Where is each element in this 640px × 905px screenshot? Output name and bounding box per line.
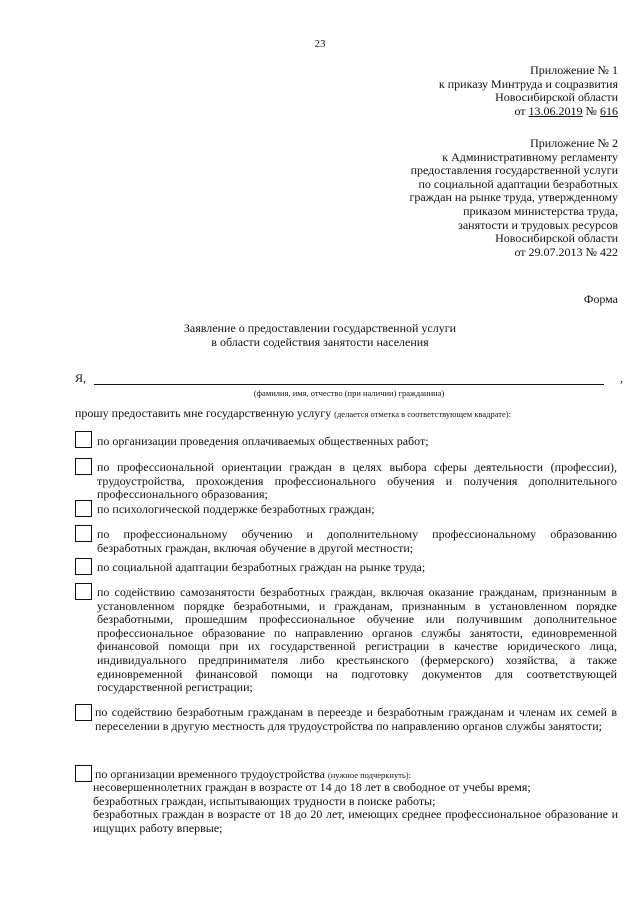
option-psychological-support: по психологической поддержке безработных граждан; (97, 502, 375, 516)
temp-employment-note: (нужное подчеркнуть): (327, 770, 411, 780)
option-self-employment: по содействию самозанятости безработных граждан, включая оказание гражданам, признанным в установленном порядке безработными, и гражданам, признанным в установленном порядке безработными, прошедшим профессиональное обучение или получившим дополнительное профессиональное образование по направлению органов службы занятости, единовременной финансовой помощи при их государственной регистрации в качестве юридического лица, индивидуального предпринимателя либо крестьянского (фермерского) хозяйства, а также единовременной финансовой помощи на подготовку документов для соответствующей государственной регистрации; (97, 585, 617, 695)
applicant-caption: (фамилия, имя, отчество (при наличии) гражданина) (253, 388, 445, 398)
applicant-prefix: Я, (75, 371, 87, 385)
date-prefix: от (514, 103, 526, 118)
option-career-guidance: по профессиональной ориентации граждан в целях выбора сферы деятельности (профессии), трудоустройства, прохождения профессионального обучения и получения дополнительного профессионального образования; (97, 460, 617, 502)
applicant-name-field[interactable] (94, 384, 604, 385)
subitem-young-graduates[interactable]: безработных граждан в возрасте от 18 до 20 лет, имеющих среднее профессиональное образование и ищущих работу впервые; (93, 807, 618, 835)
checkbox-temporary-employment[interactable] (75, 765, 92, 782)
subitem-job-difficulties[interactable]: безработных граждан, испытывающих трудности в поиске работы; (93, 793, 436, 808)
form-label: Форма (583, 292, 618, 306)
temp-employment-subitems (93, 781, 618, 835)
order-date: 13.06.2019 (528, 103, 583, 118)
request-note: (делается отметка в соответствующем квадрате): (334, 409, 511, 419)
appendix-2-line: Новосибирской области (495, 231, 618, 246)
heading-line-1: Заявление о предоставлении государственной услуги (183, 321, 457, 335)
number-sign: № (585, 103, 597, 118)
appendix-1-title: Приложение № 1 (530, 63, 618, 77)
appendix-2-line: занятости и трудовых ресурсов (458, 217, 618, 232)
appendix-1-line: к приказу Минтруда и соцразвития (438, 76, 618, 91)
appendix-2-line: по социальной адаптации безработных (418, 176, 618, 191)
appendix-2-line: предоставления государственной услуги (410, 163, 618, 178)
checkbox-social-adaptation[interactable] (75, 558, 92, 575)
document-heading (0, 322, 640, 349)
appendix-1 (439, 64, 618, 118)
checkbox-psychological-support[interactable] (75, 500, 92, 517)
checkbox-career-guidance[interactable] (75, 458, 92, 475)
checkbox-public-works[interactable] (75, 431, 92, 448)
appendix-2-line: к Административному регламенту (442, 149, 618, 164)
appendix-1-date-line (439, 105, 618, 119)
applicant-suffix: , (620, 371, 623, 385)
request-text: прошу предоставить мне государственную услугу (75, 406, 332, 420)
checkbox-relocation[interactable] (75, 704, 92, 721)
temp-employment-text: по организации временного трудоустройства (95, 767, 325, 781)
option-public-works: по организации проведения оплачиваемых общественных работ; (97, 434, 429, 448)
checkbox-self-employment[interactable] (75, 583, 92, 600)
order-number: 616 (600, 103, 618, 118)
appendix-2-line: приказом министерства труда, (463, 203, 618, 218)
appendix-1-line: Новосибирской области (495, 90, 618, 105)
appendix-2-line: от 29.07.2013 № 422 (514, 244, 618, 259)
heading-line-2: в области содействия занятости населения (211, 334, 429, 349)
request-line (75, 407, 511, 422)
appendix-2-title: Приложение № 2 (530, 136, 618, 150)
subitem-minors[interactable]: несовершеннолетних граждан в возрасте от 14 до 18 лет в свободное от учебы время; (93, 780, 531, 794)
option-relocation: по содействию безработным гражданам в переезде и безработным гражданам и членам их семей в переселении в другую местность для трудоустройства по направлению органов службы занятости; (95, 705, 617, 733)
page-number: 23 (314, 38, 326, 50)
checkbox-vocational-training[interactable] (75, 525, 92, 542)
appendix-2 (410, 137, 619, 259)
option-social-adaptation: по социальной адаптации безработных граждан на рынке труда; (97, 560, 426, 574)
option-vocational-training: по профессиональному обучению и дополнительному профессиональному образованию безработных граждан, включая обучение в другой местности; (97, 527, 617, 555)
appendix-2-line: граждан на рынке труда, утвержденному (409, 190, 618, 205)
